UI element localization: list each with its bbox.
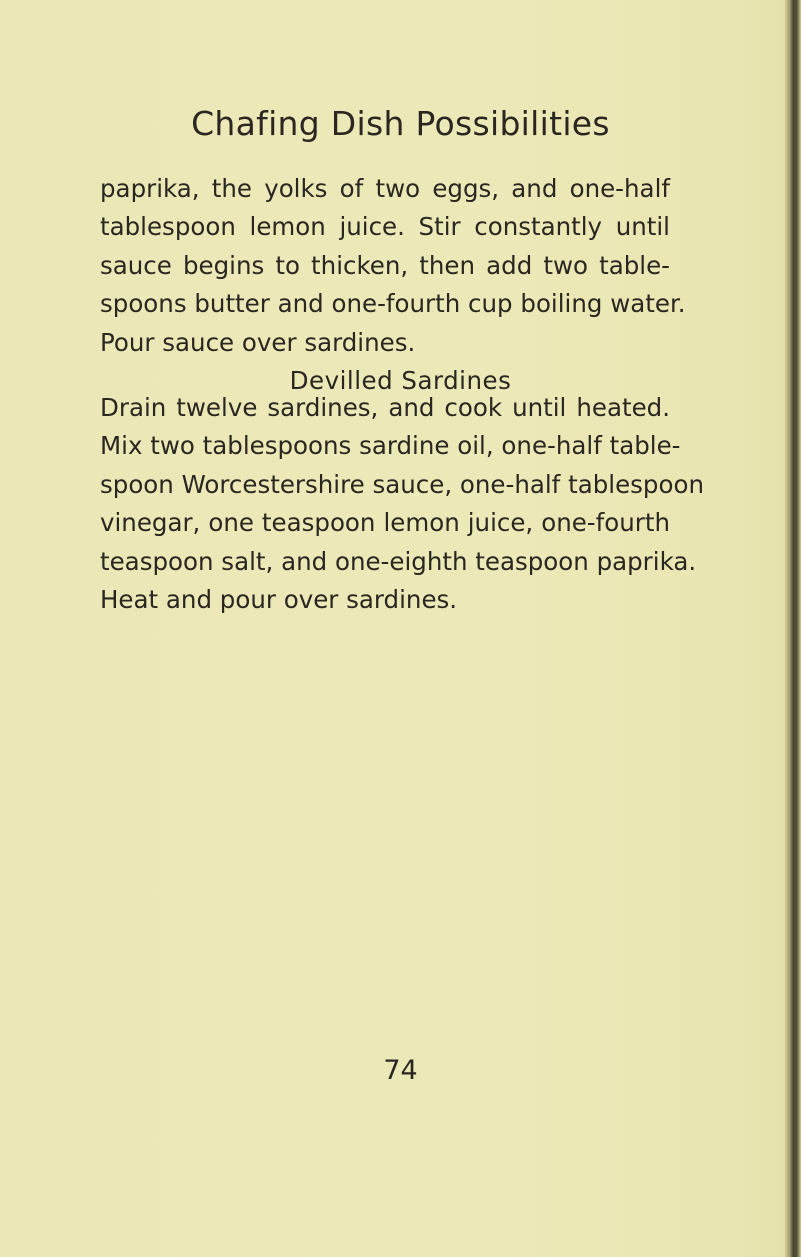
- running-head: Chafing Dish Possibilities: [191, 104, 610, 143]
- text-line: Drain twelve sardines, and cook until heated.: [100, 393, 670, 422]
- text-line: Pour sauce over sardines.: [100, 327, 416, 357]
- paragraph-2: [100, 389, 704, 619]
- paragraph-1: [100, 170, 686, 362]
- text-line: sauce begins to thicken, then add two table-: [100, 250, 670, 280]
- text-line: Mix two tablespoons sardine oil, one-half table-: [100, 431, 681, 461]
- section-heading: Devilled Sardines: [289, 366, 512, 395]
- text-line: teaspoon salt, and one-eighth teaspoon paprika.: [100, 546, 697, 576]
- text-line: vinegar, one teaspoon lemon juice, one-fourth: [100, 508, 670, 538]
- text-line: paprika, the yolks of two eggs, and one-half: [100, 174, 670, 203]
- text-line: spoons butter and one-fourth cup boiling water.: [100, 289, 686, 319]
- text-line: spoon Worcestershire sauce, one-half tablespoon: [100, 469, 704, 499]
- page-number: 74: [383, 1055, 418, 1086]
- text-line: tablespoon lemon juice. Stir constantly until: [100, 212, 670, 242]
- text-line: Heat and pour over sardines.: [100, 585, 458, 615]
